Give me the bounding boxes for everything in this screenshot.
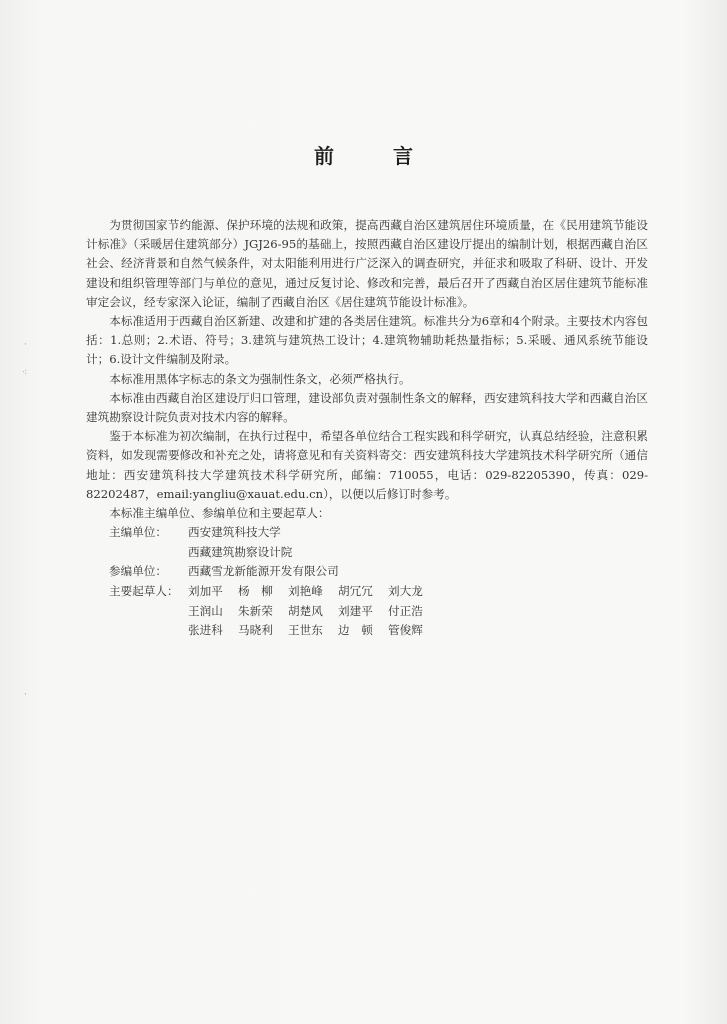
drafter-name: 刘加平 (188, 584, 223, 599)
drafter-name: 胡楚风 (288, 603, 323, 618)
drafters-names (188, 621, 648, 641)
drafter-name: 王润山 (188, 603, 223, 618)
drafter-name: 管俊辉 (388, 623, 423, 638)
chief-unit-label: 主编单位： (109, 525, 167, 540)
scan-mark: · (24, 340, 27, 350)
scan-mark: ⁖ (22, 368, 28, 378)
paragraph-mandatory: 本标准用黑体字标志的条文为强制性条文，必须严格执行。 (109, 371, 411, 386)
drafter-name: 张进科 (188, 623, 223, 638)
paragraph-scope: 本标准适用于西藏自治区新建、改建和扩建的各类居住建筑。标准共分为6章和4个附录。主要技术内容包括：1.总则；2.术语、符号；3.建筑与建筑热工设计；4.建筑物辅助耗热量指标；5.采暖、通风系统节能设计；6.设计文件编制及附录。 (86, 314, 648, 367)
drafter-name: 刘艳峰 (288, 584, 323, 599)
paragraph-management: 本标准由西藏自治区建设厅归口管理，建设部负责对强制性条文的解释，西安建筑科技大学和西藏自治区建筑勘察设计院负责对技术内容的解释。 (86, 390, 648, 425)
drafters-names (188, 602, 648, 622)
drafter-name: 边 顿 (338, 623, 373, 638)
participant-unit-label: 参编单位： (109, 564, 167, 579)
drafter-name: 刘建平 (338, 603, 373, 618)
chief-unit-name: 西安建筑科技大学 (188, 525, 281, 540)
paragraph-feedback: 鉴于本标准为初次编制，在执行过程中，希望各单位结合工程实践和科学研究，认真总结经验，注意积累资料，如发现需要修改和补充之处，请将意见和有关资料寄交：西安建筑科技大学建筑技术科学研究所（通信地址：西安建筑科技大学建筑技术科学研究所，邮编：710055，电话：029-82205390，传真：029-82202487，email:yangliu@xauat.edu.cn），以便以后修订时参考。 (86, 429, 648, 501)
drafters-row (86, 602, 648, 622)
chief-unit-name: 西藏建筑勘察设计院 (188, 544, 293, 559)
paragraph-purpose: 为贯彻国家节约能源、保护环境的法规和政策，提高西藏自治区建筑居住环境质量，在《民用建筑节能设计标准》（采暖居住建筑部分）JGJ26-95的基础上，按照西藏自治区建设厅提出的编制计划，根据西藏自治区社会、经济背景和自然气候条件，对太阳能利用进行广泛深入的调查研究，并征求和吸取了科研、设计、开发建设和组织管理等部门与单位的意见，通过反复讨论、修改和完善，最后召开了西藏自治区居住建筑节能标准审定会议，经专家深入论证，编制了西藏自治区《居住建筑节能设计标准》。 (86, 218, 648, 309)
drafter-name: 马晓利 (238, 623, 273, 638)
page-title: 前 言 (314, 144, 439, 168)
drafter-name: 王世东 (288, 623, 323, 638)
drafters-row (86, 621, 648, 641)
committee-section (86, 504, 648, 641)
preface-body (86, 216, 648, 641)
chief-unit-row (86, 543, 648, 563)
committee-intro: 本标准主编单位、参编单位和主要起草人： (109, 506, 330, 521)
drafters-row (86, 582, 648, 602)
drafter-name: 杨 柳 (238, 584, 273, 599)
chief-unit-row (86, 523, 648, 543)
participant-unit-name: 西藏雪龙新能源开发有限公司 (188, 564, 339, 579)
drafters-label: 主要起草人： (109, 584, 179, 599)
participant-unit-row (86, 562, 648, 582)
drafters-names (188, 582, 648, 602)
drafter-name: 朱新荣 (238, 603, 273, 618)
drafter-name: 刘大龙 (388, 584, 423, 599)
scan-mark: · (24, 690, 27, 700)
drafter-name: 付正浩 (388, 603, 423, 618)
drafter-name: 胡冗冗 (338, 584, 373, 599)
